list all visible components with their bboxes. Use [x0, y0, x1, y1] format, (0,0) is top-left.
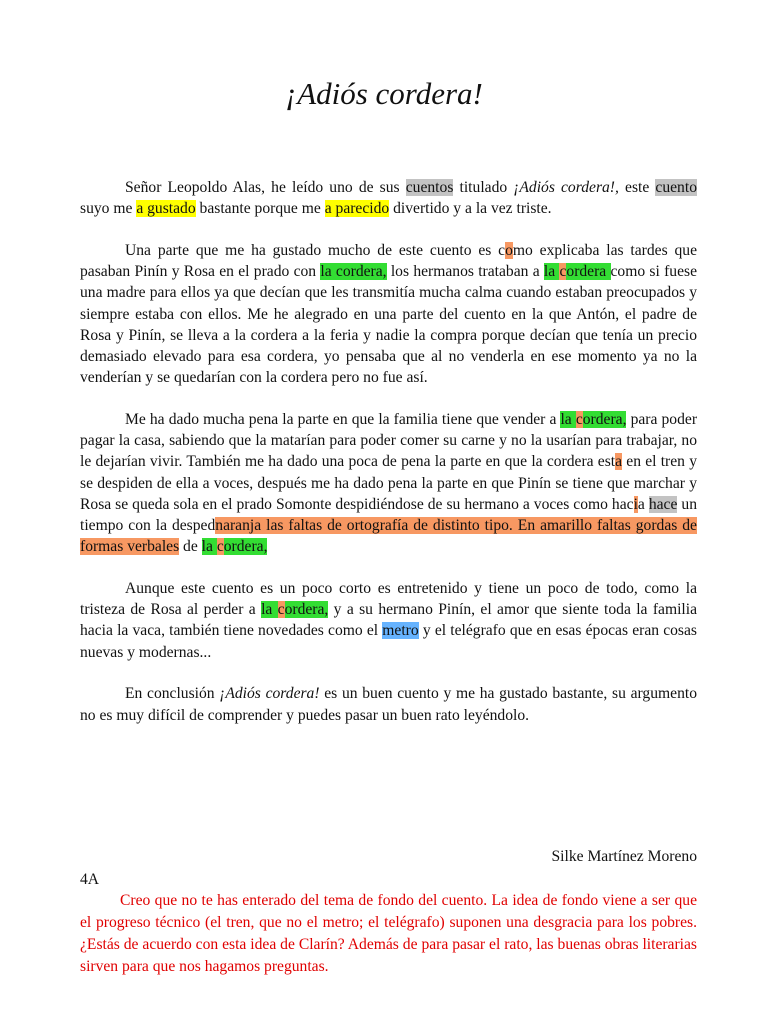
text: Señor Leopoldo Alas, he leído uno de sus — [125, 179, 406, 196]
text: suyo me — [80, 200, 137, 218]
highlight-orange: c — [575, 411, 583, 429]
essay-body — [80, 177, 697, 746]
text: este — [618, 179, 656, 196]
italic-title: ¡Adiós cordera!, — [513, 179, 619, 196]
paragraph-1 — [80, 177, 697, 219]
paragraph-3 — [80, 409, 697, 557]
paragraph-2 — [80, 240, 697, 388]
highlight-orange: o — [505, 242, 513, 259]
text: bastante porque me — [195, 200, 325, 218]
text: a — [637, 495, 649, 513]
italic-title: ¡Adiós cordera! — [219, 685, 320, 703]
document-title: ¡Adiós cordera! — [285, 76, 483, 111]
text: como si fuese una madre para ellos ya que decían que les transmitía mucha calma cuando estaban preocupados y siempre estaba con ellos. Me he alegrado en una parte del cuento en la que Antón, el padre de Rosa y Pinín, se lleva a la cordera a la feria y nadie la compra porque decían que tenía un precio demasiado elevado para esa cordera, yo pensaba que al no venderla en ese momento ya no la venderían y se quedarían con la cordera pero no fue así. — [80, 263, 698, 387]
highlight-green: la — [543, 263, 560, 281]
highlight-green: la cordera, — [320, 263, 387, 281]
class-label: 4A — [80, 871, 100, 888]
text: Una parte que me ha gustado mucho de este cuento es c — [125, 242, 506, 259]
highlight-green: la — [560, 411, 576, 429]
highlight-gray: cuentos — [405, 179, 454, 196]
text: titulado — [453, 179, 514, 196]
highlight-green: ordera, — [582, 411, 627, 429]
paragraph-5 — [80, 683, 697, 725]
text: es un buen cuento y me ha gustado bastante, su argumento no es muy difícil de comprender y puedes pasar un buen rato leyéndolo. — [80, 685, 697, 724]
teacher-comment: Creo que no te has enterado del tema de fondo del cuento. La idea de fondo viene a ser que el progreso técnico (el tren, que no el metro; el telégrafo) suponen una desgracia para los pobres. ¿Estás de acuerdo con esta idea de Clarín? Además de para pasar el rato, las buenas obras literarias sirven para que nos hagamos preguntas. — [80, 892, 697, 975]
highlight-orange: c — [559, 263, 567, 281]
text: los hermanos trataban a — [386, 263, 544, 281]
text: de — [179, 538, 202, 556]
paragraph-4 — [80, 578, 697, 663]
highlight-orange: i — [633, 495, 638, 513]
text: un tiempo con la desped — [80, 495, 697, 535]
highlight-orange: c — [216, 538, 224, 556]
text: En conclusión — [125, 685, 220, 703]
highlight-green: la — [261, 601, 278, 619]
highlight-green: la — [201, 538, 217, 556]
author-signature: Silke Martínez Moreno — [551, 848, 697, 865]
text: mo explicaba las tardes que pasaban Pinín y Rosa en el prado con — [80, 242, 697, 281]
highlight-gray: hace — [648, 495, 678, 513]
highlight-orange: naranja las faltas de ortografía de distinto tipo. En amarillo faltas gordas de formas verbales — [80, 517, 697, 556]
highlight-green: ordera — [566, 263, 611, 281]
text: y a su hermano Pinín, el amor que siente toda la familia hacia la vaca, también tiene novedades como el — [80, 601, 697, 640]
highlight-orange: a — [615, 453, 623, 471]
text: Aunque este cuento es un poco corto es entretenido y tiene un poco de todo, como la tristeza de Rosa al perder a — [80, 580, 697, 619]
text: divertido y a la vez triste. — [389, 200, 552, 218]
highlight-blue: metro — [382, 622, 419, 640]
highlight-green: ordera, — [223, 538, 268, 556]
highlight-yellow: a parecido — [324, 200, 390, 218]
text: y el telégrafo que en esas épocas eran cosas nuevas y modernas... — [80, 622, 697, 661]
highlight-green: ordera, — [284, 601, 329, 619]
text: en el tren y se despiden de ella a voces, después me ha dado pena la parte en que Pinín se tiene que marchar y Rosa se queda sola en el prado Somonte despidiéndose de su hermano a voces como hac — [80, 453, 697, 513]
text: Me ha dado mucha pena la parte en que la familia tiene que vender a — [125, 411, 561, 429]
highlight-yellow: a gustado — [136, 200, 196, 218]
highlight-gray: cuento — [655, 179, 697, 196]
highlight-orange: c — [277, 601, 285, 619]
text: para poder pagar la casa, sabiendo que la matarían para poder comer su carne y no la usarían para trabajar, no le dejarían vivir. También me ha dado una poca de pena la parte en que la cordera est — [80, 411, 698, 471]
